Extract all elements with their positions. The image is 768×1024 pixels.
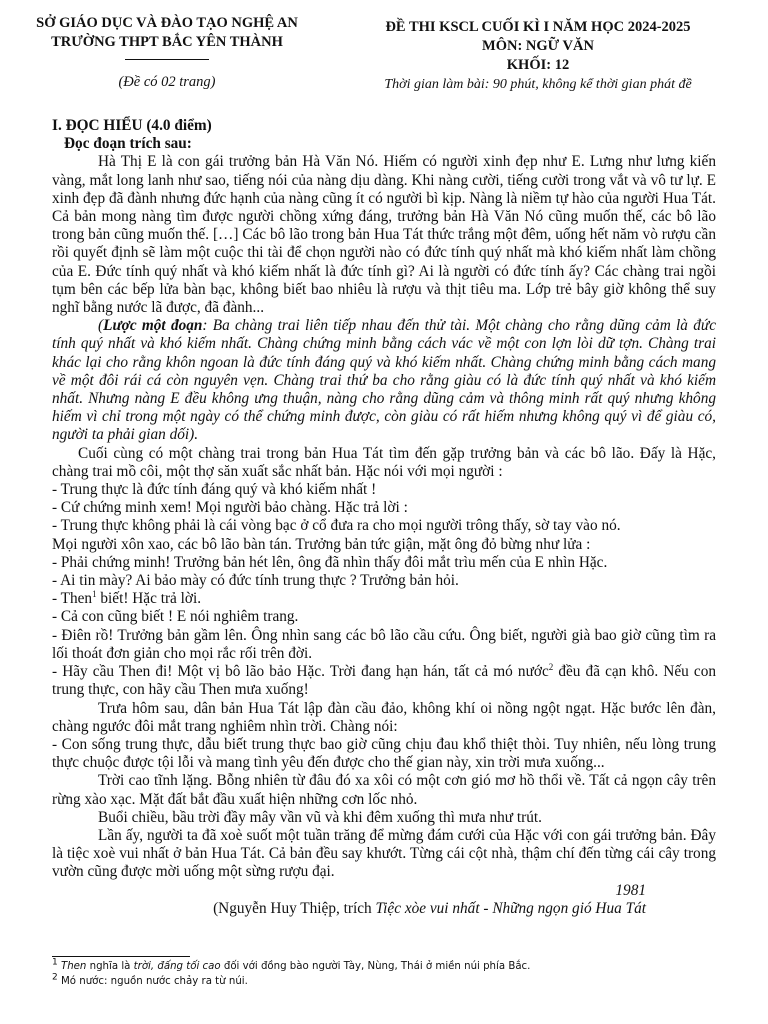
passage-paragraph-6: Lần ấy, người ta đã xoè suốt một tuần trăng để mừng đám cưới của Hặc với con gái trưởng bản. Đây là tiệc xoè vui nhất ở bản Hua Tát. Cả bản đều say khướt. Từng cái cột nhà, thậm chí đến từng cái cây trong vườn cũng được mời uống một sừng rượu đại. (52, 826, 716, 881)
source-title: Tiệc xòe vui nhất - Những ngọn gió Hua Tát (375, 899, 646, 917)
source-citation: (Nguyễn Huy Thiệp, trích Tiệc xòe vui nhất - Những ngọn gió Hua Tát (213, 899, 646, 917)
section-subheading: Đọc đoạn trích sau: (64, 135, 192, 153)
publication-year: 1981 (615, 881, 646, 899)
footnote-divider (52, 956, 190, 957)
dialogue-line: - Phải chứng minh! Trưởng bản hét lên, ông đã nhìn thấy đôi mắt trìu mến của E nhìn Hặc. (52, 553, 608, 571)
department-name: SỞ GIÁO DỤC VÀ ĐÀO TẠO NGHỆ AN (36, 15, 298, 31)
footnote-ref-2: 2 (548, 662, 554, 672)
header-right (318, 18, 758, 94)
dialogue-line: - Điên rồ! Trưởng bản gầm lên. Ông nhìn sang các bô lão cầu cứu. Ông biết, người già bao giờ cũng tìm ra lối thoát đơn giản cho mọi rắc rối trên đời. (52, 626, 716, 662)
dialogue-line: - Con sống trung thực, dẫu biết trung thực bao giờ cũng chịu đau khổ thiệt thòi. Tuy nhiên, nếu lòng trung thực chuộc được tội lỗi và mang tình yêu đến được cho thế gian này, xin trời mưa xuống... (52, 735, 716, 772)
dialogue-line: - Cứ chứng minh xem! Mọi người bảo chàng. Hặc trả lời : (52, 499, 408, 517)
header-left (22, 14, 312, 92)
passage-paragraph-4: Trời cao tĩnh lặng. Bỗng nhiên từ đâu đó xa xôi có một cơn gió mơ hồ thổi về. Tất cả ngọn cây trên rừng xào xạc. Mặt đất bắt đầu xuất hiện những cơn lốc nhỏ. (52, 772, 716, 808)
footnote-2: $^2$ Mó nước: nguồn nước chảy ra từ núi. (52, 972, 248, 987)
dialogue-line: - Cả con cũng biết ! E nói nghiêm trang. (52, 608, 299, 626)
grade: KHỐI: 12 (506, 57, 570, 73)
header-divider (125, 59, 209, 60)
subject: MÔN: NGỮ VĂN (482, 38, 594, 54)
dialogue-line: - Trung thực không phải là cái vòng bạc ở cổ đưa ra cho mọi người trông thấy, sờ tay vào nó. (52, 517, 621, 535)
narration-line: Mọi người xôn xao, các bô lão bàn tán. Trưởng bản tức giận, mặt ông đỏ bừng như lửa : (52, 535, 591, 553)
passage-paragraph-3: Trưa hôm sau, dân bản Hua Tát lập đàn cầu đảo, không khí oi nồng ngột ngạt. Hặc bước lên đàn, chàng ngước đôi mắt trang nghiêm nhìn trời. Chàng nói: (52, 699, 716, 735)
passage-paragraph-1: Hà Thị E là con gái trưởng bản Hà Văn Nó. Hiếm có người xinh đẹp như E. Lưng như lưng kiến vàng, mắt long lanh như sao, tiếng nói của nàng dịu dàng. Khi nàng cười, tiếng cười trong vắt và vô tư lự. E xinh đẹp đã đành nhưng đức hạnh của nàng cũng ít có người bì kịp. Nàng là niềm tự hào của người Hua Tát. Cả bản mong nàng tìm được người chồng xứng đáng, trưởng bản Hà Văn Nó cũng muốn thế, các bô lão trong bản cũng muốn thế. […] Các bô lão trong bản Hua Tát thức trắng một đêm, uống hết năm vò rượu cần rồi quyết định sẽ làm một cuộc thi tài để chọn người nào có đức tính quý nhất mà khó kiếm nhất làm chồng của E. Đức tính quý nhất và khó kiếm nhất là đức tính gì? Ai là người có đức tính ấy? Các chàng trai ngồi tụm bên các bếp lửa bàn bạc, không biết bao nhiêu là rượu và thịt tiêu ma. Lớp trẻ bây giờ không thể suy nghĩ bằng nước lã được, đã đành... (52, 153, 716, 317)
section-heading: I. ĐỌC HIỂU (4.0 điểm) (52, 117, 212, 134)
passage-paragraph-5: Buổi chiều, bầu trời đầy mây vần vũ và khi đêm xuống thì mưa như trút. (98, 808, 542, 826)
dialogue-line: - Then$^1$ biết! Hặc trả lời. (52, 589, 202, 608)
passage-summary: (Lược một đoạn: Ba chàng trai liên tiếp nhau đến thử tài. Một chàng cho rằng dũng cảm là đức tính quý nhất và khó kiếm nhất. Chàng chứng minh bằng cách vác về một con lợn lòi dữ tợn. Chàng trai khác lại cho rằng khôn ngoan là đức tính đáng quý và khó kiếm nhất. Chàng chứng minh bằng cách mang về một đôi rái cá còn nguyên vẹn. Chàng trai thứ ba cho rằng giàu có là đức tính quý nhất và khó kiếm nhất. Nhưng nàng E đều không ưng thuận, nàng cho rằng dũng cảm và thông minh rất quý nhưng không hiếm vì chỉ trong một ngày có thể chứng minh được, còn giàu có rất hiếm nhưng không quý vì để giàu có, người ta phải gian dối). (52, 317, 717, 444)
summary-label: Lược một đoạn (103, 317, 203, 335)
time-note: Thời gian làm bài: 90 phút, không kể thời gian phát đề (384, 77, 692, 92)
footnote-1: $^1$ Then nghĩa là trời, đấng tối cao đối với đồng bào người Tày, Nùng, Thái ở miền núi phía Bắc. (52, 957, 531, 972)
passage-paragraph-2: Cuối cùng có một chàng trai trong bản Hua Tát tìm đến gặp trưởng bản và các bô lão. Đấy là Hặc, chàng trai mồ côi, một thợ săn xuất sắc nhất bản. Hặc nói với mọi người : (52, 444, 716, 480)
exam-content (52, 117, 716, 918)
exam-title: ĐỀ THI KSCL CUỐI KÌ I NĂM HỌC 2024-2025 (385, 19, 691, 35)
summary-text: : Ba chàng trai liên tiếp nhau đến thử tài. Một chàng cho rằng dũng cảm là đức tính quý nhất và khó kiếm nhất. Chàng chứng minh bằng cách vác về một con lợn lòi dữ tợn. Chàng trai khác lại cho rằng khôn ngoan là đức tính đáng quý và khó kiếm nhất. Chàng chứng minh bằng cách mang về một đôi rái cá còn nguyên vẹn. Chàng trai thứ ba cho rằng giàu có là đức tính quý nhất và khó kiếm nhất. Nhưng nàng E đều không ưng thuận, nàng cho rằng dũng cảm và thông minh rất quý nhưng không hiếm vì chỉ trong một ngày có thể chứng minh được, còn giàu có rất hiếm nhưng không quý vì để giàu có, người ta phải gian dối). (52, 317, 717, 444)
dialogue-line: - Hãy cầu Then đi! Một vị bô lão bảo Hặc. Trời đang hạn hán, tất cả mó nước$^2$ đều đã cạn khô. Nếu con trung thực, con hãy cầu Then mưa xuống! (52, 662, 716, 699)
pages-note: (Đề có 02 trang) (118, 74, 216, 90)
school-name: TRƯỜNG THPT BẮC YÊN THÀNH (51, 34, 283, 50)
footnote-ref-1: 1 (92, 589, 97, 600)
dialogue-line: - Trung thực là đức tính đáng quý và khó kiếm nhất ! (52, 481, 377, 499)
dialogue-line: - Ai tin mày? Ai bảo mày có đức tính trung thực ? Trưởng bản hỏi. (52, 572, 459, 590)
